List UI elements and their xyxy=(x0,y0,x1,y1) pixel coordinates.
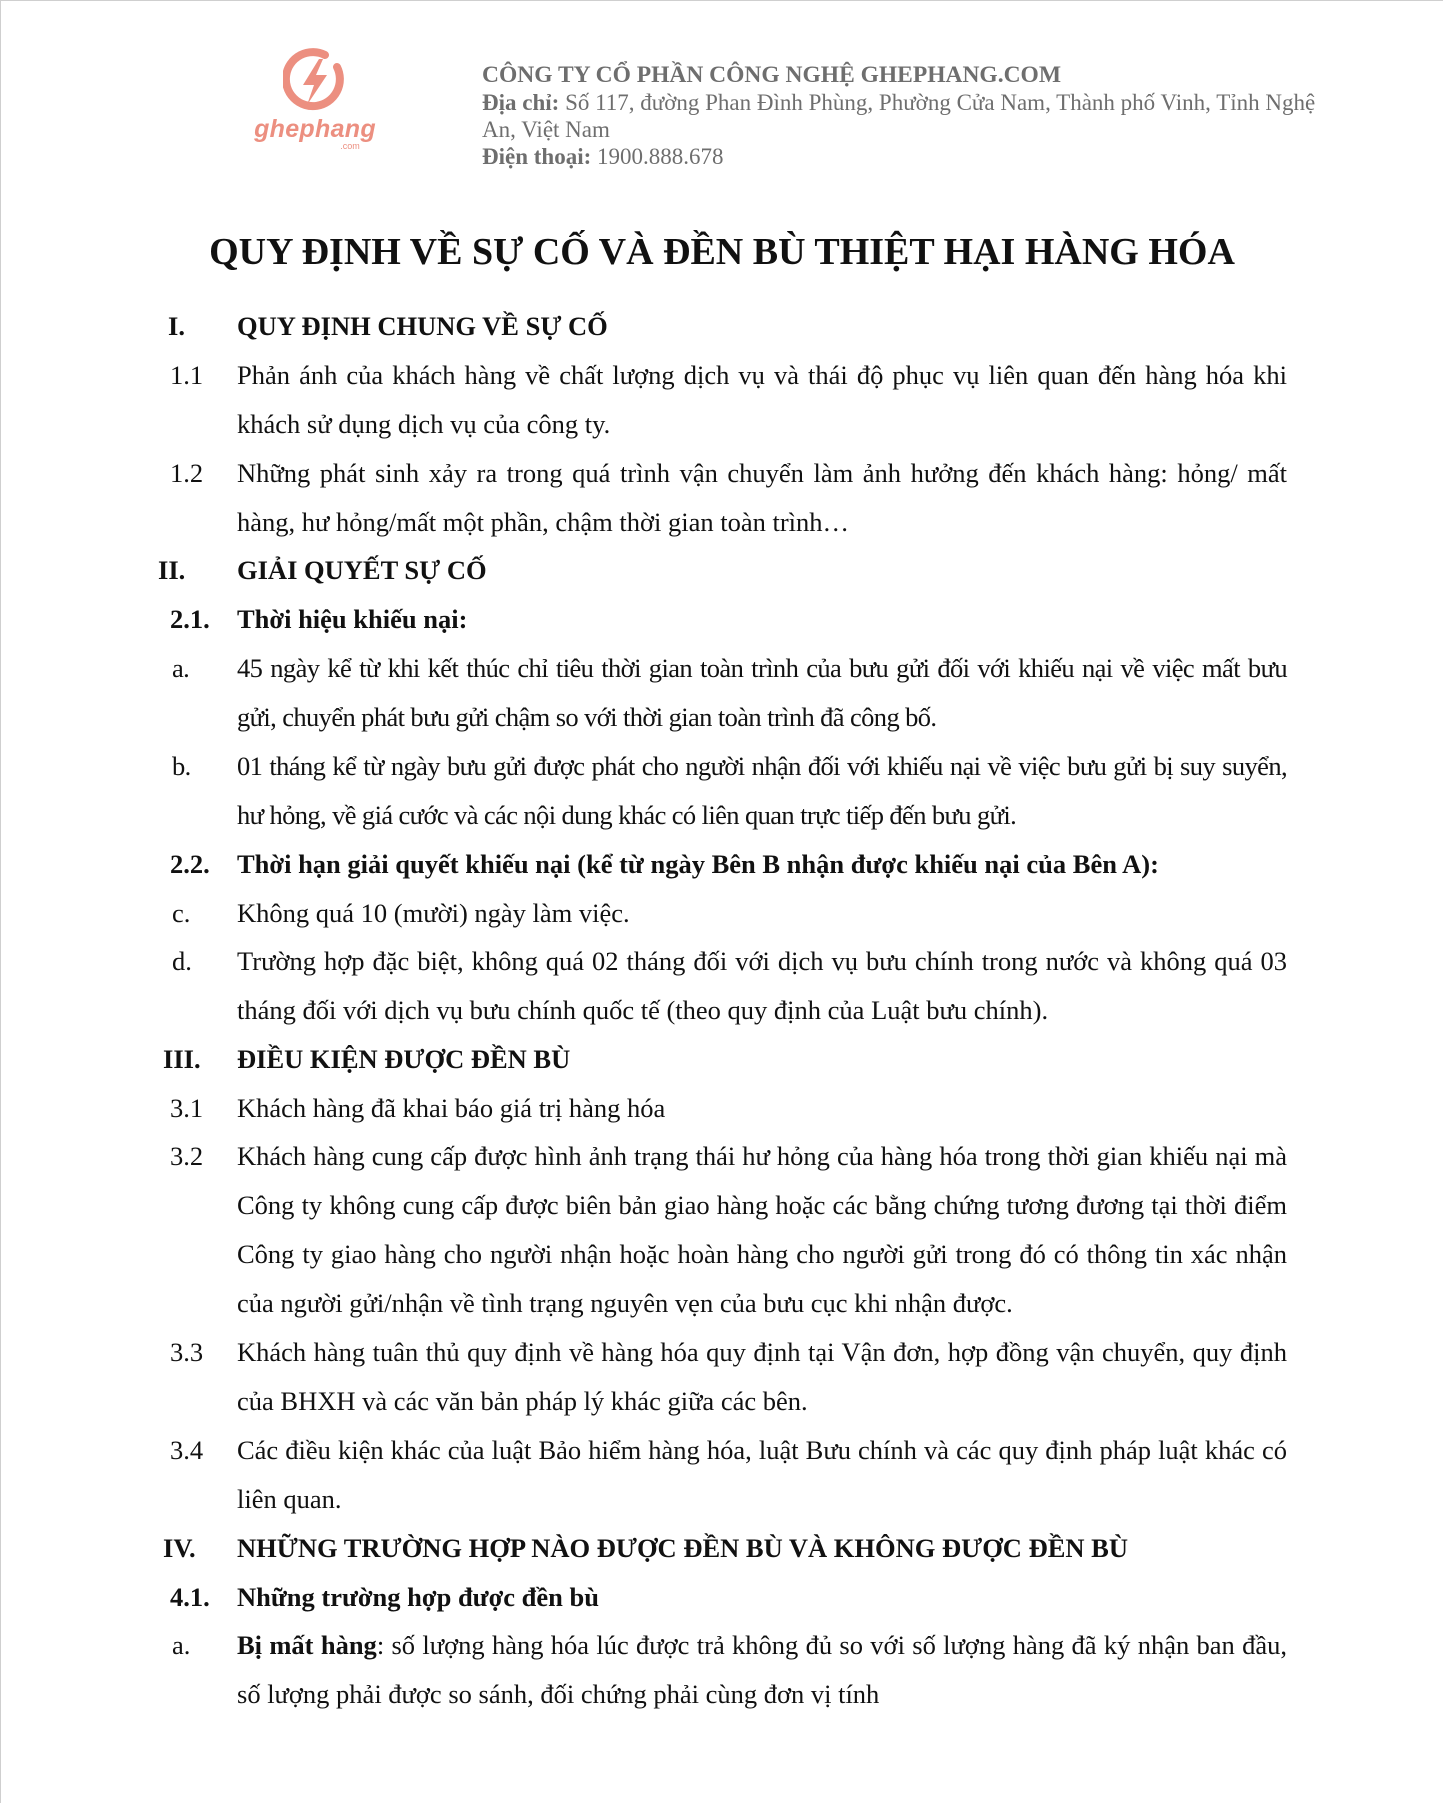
item-number: 1.1 xyxy=(170,360,204,390)
company-name: CÔNG TY CỔ PHẦN CÔNG NGHỆ GHEPHANG.COM xyxy=(482,62,1062,88)
item-text: Không quá 10 (mười) ngày làm việc. xyxy=(237,898,630,928)
subsection-title: Thời hiệu khiếu nại: xyxy=(237,604,468,634)
section-number: III. xyxy=(163,1044,201,1074)
address-value: Số 117, đường Phan Đình Phùng, Phường Cửa Nam, Thành phố Vinh, Tỉnh Nghệ An, Việt Nam xyxy=(482,90,1316,142)
company-phone xyxy=(482,143,1332,170)
item-lead: Bị mất hàng xyxy=(237,1630,377,1660)
logo-brand-text: ghephang xyxy=(254,115,376,143)
item-number: 3.4 xyxy=(170,1435,204,1465)
section-title: GIẢI QUYẾT SỰ CỐ xyxy=(237,555,487,585)
logo-suffix-text: .com xyxy=(340,141,360,151)
phone-value: 1900.888.678 xyxy=(591,144,724,169)
item-text: Khách hàng tuân thủ quy định về hàng hóa quy định tại Vận đơn, hợp đồng vận chuyển, quy định của BHXH và các văn bản pháp lý khác giữa các bên. xyxy=(237,1337,1287,1416)
item-text: Phản ánh của khách hàng về chất lượng dịch vụ và thái độ phục vụ liên quan đến hàng hóa khi khách sử dụng dịch vụ của công ty. xyxy=(237,360,1287,439)
item-number: 3.2 xyxy=(170,1141,204,1171)
section-number: IV. xyxy=(163,1533,196,1563)
item-text: Khách hàng đã khai báo giá trị hàng hóa xyxy=(237,1093,666,1123)
document-title: QUY ĐỊNH VỀ SỰ CỐ VÀ ĐỀN BÙ THIỆT HẠI HÀNG HÓA xyxy=(209,231,1235,273)
item-text: 01 tháng kể từ ngày bưu gửi được phát cho người nhận đối với khiếu nại về việc bưu gửi bị suy suyển, hư hỏng, về giá cước và các nội dung khác có liên quan trực tiếp đến bưu gửi. xyxy=(237,751,1287,830)
item-number: 1.2 xyxy=(170,458,204,488)
item-number: 3.1 xyxy=(170,1093,204,1123)
company-address xyxy=(482,89,1332,143)
item-letter: a. xyxy=(172,653,190,683)
item-text: 45 ngày kể từ khi kết thúc chỉ tiêu thời gian toàn trình của bưu gửi đối với khiếu nại về việc mất bưu gửi, chuyển phát bưu gửi chậm so với thời gian toàn trình đã công bố. xyxy=(237,653,1287,732)
section-number: II. xyxy=(158,555,186,585)
subsection-title: Những trường hợp được đền bù xyxy=(237,1582,599,1612)
item-letter: b. xyxy=(172,751,191,781)
item-text: Những phát sinh xảy ra trong quá trình vận chuyển làm ảnh hưởng đến khách hàng: hỏng/ mất hàng, hư hỏng/mất một phần, chậm thời gian toàn trình… xyxy=(237,458,1287,537)
subsection-title: Thời hạn giải quyết khiếu nại (kể từ ngày Bên B nhận được khiếu nại của Bên A): xyxy=(237,849,1159,879)
lightning-bolt-icon xyxy=(283,45,347,115)
item-text xyxy=(237,1621,1287,1719)
item-text: Khách hàng cung cấp được hình ảnh trạng thái hư hỏng của hàng hóa trong thời gian khiếu nại mà Công ty không cung cấp được biên bản giao hàng hoặc các bằng chứng tương đương tại thời điểm Công ty giao hàng cho người nhận hoặc hoàn hàng cho người gửi trong đó có thông tin xác nhận của người gửi/nhận về tình trạng nguyên vẹn của bưu cục khi nhận được. xyxy=(237,1141,1287,1318)
section-title: ĐIỀU KIỆN ĐƯỢC ĐỀN BÙ xyxy=(237,1044,571,1074)
item-text: Các điều kiện khác của luật Bảo hiểm hàng hóa, luật Bưu chính và các quy định pháp luật khác có liên quan. xyxy=(237,1435,1287,1514)
subsection-number: 4.1. xyxy=(170,1582,210,1612)
item-number: 3.3 xyxy=(170,1337,204,1367)
section-title: QUY ĐỊNH CHUNG VỀ SỰ CỐ xyxy=(237,311,608,341)
item-body: : số lượng hàng hóa lúc được trả không đủ so với số lượng hàng đã ký nhận ban đầu, số lượng phải được so sánh, đối chứng phải cùng đơn vị tính xyxy=(237,1630,1287,1709)
phone-label: Điện thoại: xyxy=(482,144,592,169)
subsection-number: 2.1. xyxy=(170,604,210,634)
item-text: Trường hợp đặc biệt, không quá 02 tháng đối với dịch vụ bưu chính trong nước và không quá 03 tháng đối với dịch vụ bưu chính quốc tế (theo quy định của Luật bưu chính). xyxy=(237,946,1287,1025)
item-letter: d. xyxy=(172,946,192,976)
company-logo xyxy=(240,45,390,165)
address-label: Địa chỉ: xyxy=(482,90,560,115)
item-letter: c. xyxy=(172,898,191,928)
subsection-number: 2.2. xyxy=(170,849,210,879)
section-title: NHỮNG TRƯỜNG HỢP NÀO ĐƯỢC ĐỀN BÙ VÀ KHÔNG ĐƯỢC ĐỀN BÙ xyxy=(237,1533,1128,1563)
section-number: I. xyxy=(168,311,185,341)
company-header xyxy=(482,62,1332,170)
item-letter: a. xyxy=(172,1630,191,1660)
